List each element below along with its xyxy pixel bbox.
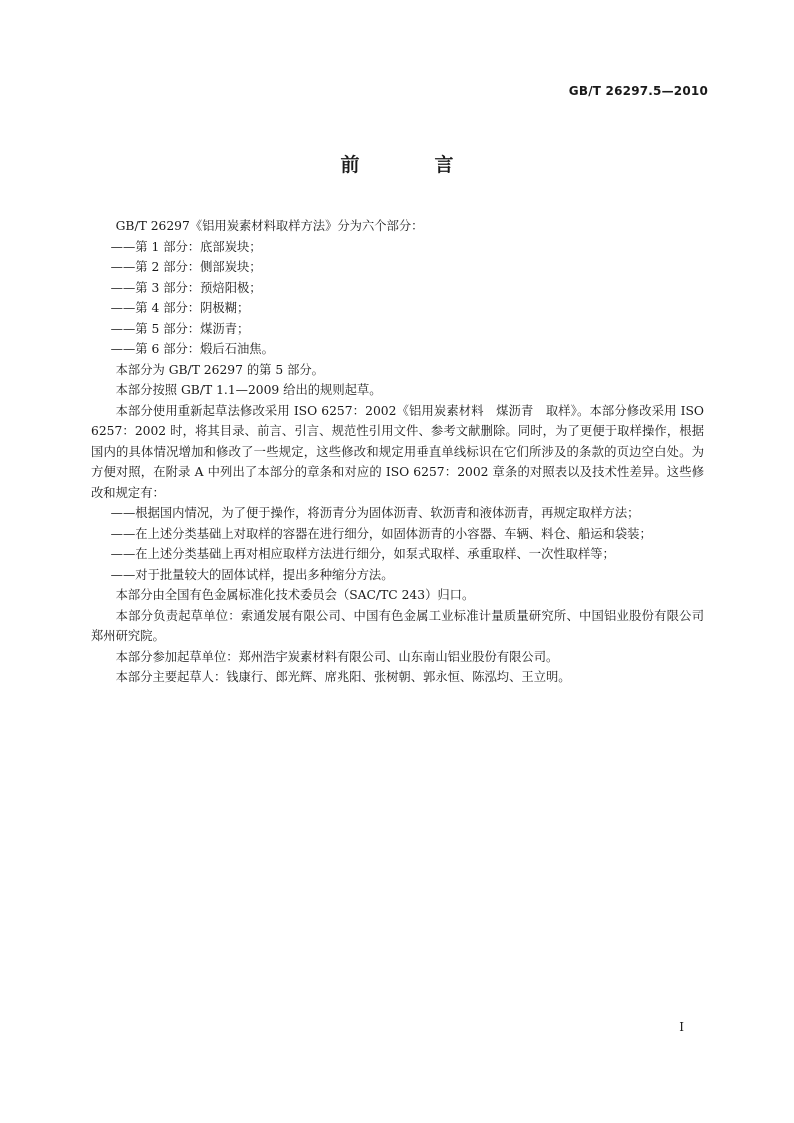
- paragraph: 本部分负责起草单位：索通发展有限公司、中国有色金属工业标准计量质量研究所、中国铝业股份有限公司郑州研究院。: [91, 608, 704, 643]
- list-item: ——第 4 部分：阴极糊；: [110, 301, 250, 315]
- paragraph: 本部分主要起草人：钱康行、郎光辉、席兆阳、张树朝、郭永恒、陈泓均、王立明。: [115, 670, 571, 684]
- intro-paragraph: GB/T 26297《铝用炭素材料取样方法》分为六个部分：: [115, 219, 424, 233]
- paragraph: 本部分使用重新起草法修改采用 ISO 6257：2002《铝用炭素材料 煤沥青 取样》。本部分修改采用 ISO 6257：2002 时，将其目录、前言、引言、规范性引用文件、参考文献删除。同时，为了更便于取样操作，根据国内的具体情况增加和修改了一些规定，这些修改和规定用垂直单线标识在它们所涉及的条款的页边空白处。为方便对照，在附录 A 中列出了本部分的章条和对应的 ISO 6257：2002 章条的对照表以及技术性差异。这些修改和规定有：: [91, 403, 704, 500]
- paragraph: 本部分由全国有色金属标准化技术委员会（SAC/TC 243）归口。: [115, 588, 475, 602]
- list-item: ——根据国内情况，为了便于操作，将沥青分为固体沥青、软沥青和液体沥青，再规定取样方法；: [110, 506, 640, 520]
- page-number: I: [679, 1020, 684, 1034]
- paragraph: 本部分按照 GB/T 1.1—2009 给出的规则起草。: [115, 383, 382, 397]
- list-item: ——对于批量较大的固体试样，提出多种缩分方法。: [110, 567, 394, 582]
- list-item: ——第 3 部分：预焙阳极；: [110, 280, 262, 295]
- list-item: ——第 5 部分：煤沥青；: [110, 321, 250, 336]
- list-item: ——第 2 部分：侧部炭块；: [110, 260, 262, 274]
- list-item: ——在上述分类基础上再对相应取样方法进行细分，如泵式取样、承重取样、一次性取样等；: [110, 547, 615, 561]
- list-item: ——第 1 部分：底部炭块；: [110, 239, 262, 254]
- paragraph: 本部分为 GB/T 26297 的第 5 部分。: [115, 362, 324, 377]
- document-body: [91, 216, 704, 688]
- list-item: ——第 6 部分：煅后石油焦。: [110, 342, 274, 356]
- standard-code: GB/T 26297.5—2010: [568, 84, 708, 98]
- list-item: ——在上述分类基础上对取样的容器在进行细分，如固体沥青的小容器、车辆、料仓、船运和袋装；: [110, 526, 652, 541]
- paragraph: 本部分参加起草单位：郑州浩宇炭素材料有限公司、山东南山铝业股份有限公司。: [115, 649, 559, 664]
- page-title: 前 言: [340, 154, 482, 176]
